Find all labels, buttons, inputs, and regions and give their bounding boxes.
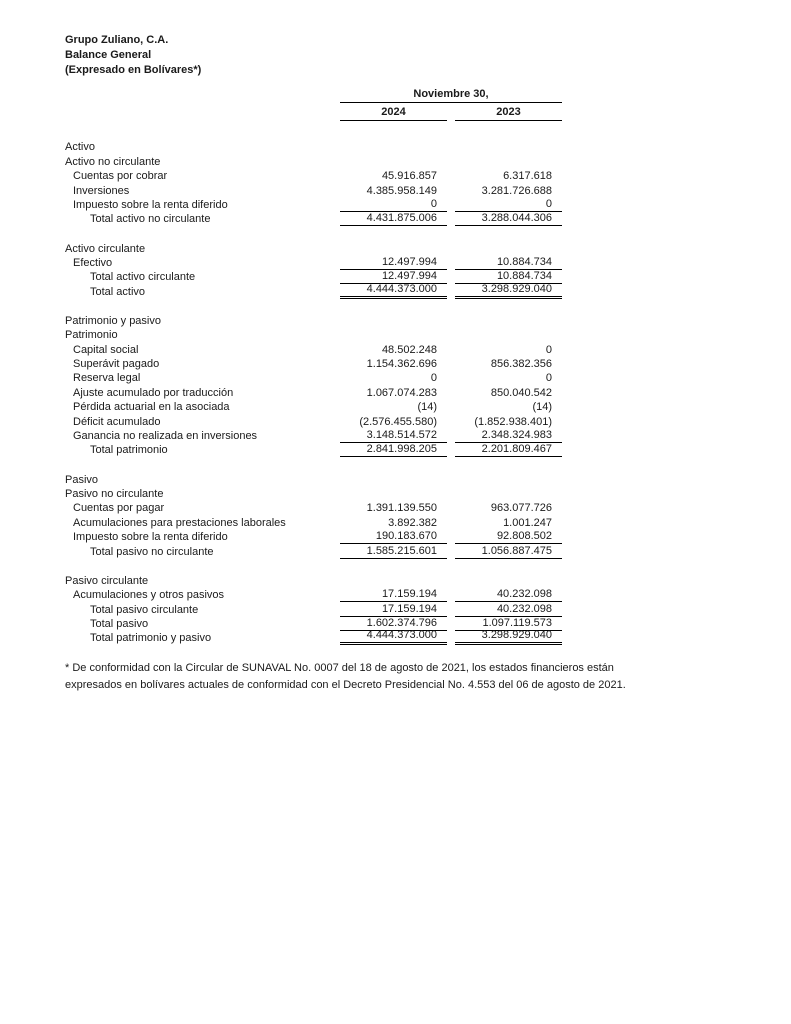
table-row [65, 169, 562, 183]
value-2024: 4.431.875.006 [340, 212, 447, 226]
value-2024: 12.497.994 [340, 256, 447, 270]
value-2024: 4.444.373.000 [340, 629, 447, 645]
document-header [65, 33, 791, 78]
table-row [65, 140, 562, 154]
value-2023: 850.040.542 [490, 386, 552, 399]
value-2023: 92.808.502 [455, 530, 562, 544]
spacer-row [65, 299, 562, 314]
row-label: Total pasivo [90, 617, 149, 630]
value-2024: 1.391.139.550 [366, 502, 437, 515]
value-2024: 48.502.248 [381, 343, 437, 356]
value-2023: 40.232.098 [455, 603, 562, 617]
table-row [65, 501, 562, 515]
row-label: Activo no circulante [65, 155, 161, 168]
value-2023: 6.317.618 [503, 170, 552, 183]
footnote-line-1: * De conformidad con la Circular de SUNAVAL No. 0007 del 18 de agosto de 2021, los estados financieros están [65, 662, 614, 675]
row-label: Efectivo [73, 256, 113, 269]
row-label: Activo circulante [65, 242, 146, 255]
row-label: Pérdida actuarial en la asociada [73, 401, 230, 414]
table-header [65, 87, 562, 121]
table-row [65, 183, 562, 197]
value-2024: 1.585.215.601 [340, 545, 447, 559]
row-label: Total patrimonio y pasivo [90, 632, 212, 645]
table-row [65, 631, 562, 645]
row-label: Total activo no circulante [90, 213, 211, 226]
value-2024: 17.159.194 [340, 588, 447, 602]
value-2023: 3.281.726.688 [481, 184, 552, 197]
value-2024: 3.148.514.572 [340, 429, 447, 443]
table-row [65, 284, 562, 298]
table-row [65, 198, 562, 212]
value-2024: 17.159.194 [340, 603, 447, 617]
document-subtitle: (Expresado en Bolívares*) [65, 64, 202, 76]
row-label: Total pasivo circulante [90, 603, 199, 616]
table-row [65, 472, 562, 486]
value-2024: 4.385.958.149 [366, 184, 437, 197]
company-name: Grupo Zuliano, C.A. [65, 34, 169, 46]
value-2024: (14) [417, 401, 437, 414]
label-column-spacer [65, 103, 340, 121]
value-2024: 0 [430, 372, 437, 385]
row-label: Total pasivo no circulante [90, 545, 214, 558]
value-2024: 1.067.074.283 [366, 386, 437, 399]
value-2023: 10.884.734 [455, 256, 562, 270]
value-2023: 40.232.098 [455, 588, 562, 602]
table-row [65, 371, 562, 385]
value-2023: 1.097.119.573 [455, 617, 562, 631]
value-2024: 0 [340, 198, 447, 212]
table-row [65, 530, 562, 544]
row-label: Cuentas por pagar [73, 502, 165, 515]
table-row [65, 385, 562, 399]
row-label: Acumulaciones para prestaciones laborales [73, 516, 286, 529]
table-row [65, 487, 562, 501]
value-2023: 856.382.356 [490, 358, 552, 371]
table-row [65, 342, 562, 356]
value-2024: (2.576.455.580) [359, 415, 437, 428]
value-2023: 2.348.324.983 [455, 429, 562, 443]
row-label: Patrimonio y pasivo [65, 314, 161, 327]
table-row [65, 429, 562, 443]
row-label: Patrimonio [65, 329, 118, 342]
value-2023: 0 [545, 343, 552, 356]
value-2023: 0 [455, 198, 562, 212]
table-row [65, 256, 562, 270]
row-label: Total activo [90, 285, 146, 298]
value-2023: 1.056.887.475 [455, 545, 562, 559]
table-row [65, 588, 562, 602]
footnote-line-2: expresados en bolívares actuales de conformidad con el Decreto Presidencial No. 4.553 del 06 de agosto de 2021. [65, 679, 626, 692]
value-2023: 1.001.247 [503, 516, 552, 529]
table-row [65, 154, 562, 168]
value-2023: 3.298.929.040 [455, 629, 562, 645]
table-row [65, 414, 562, 428]
column-header-2024: 2024 [340, 105, 447, 121]
row-label: Pasivo circulante [65, 574, 149, 587]
table-row [65, 602, 562, 616]
table-row [65, 357, 562, 371]
row-label: Ganancia no realizada en inversiones [73, 430, 258, 443]
value-2023: 963.077.726 [490, 502, 552, 515]
value-2023: 2.201.809.467 [455, 443, 562, 457]
table-row [65, 241, 562, 255]
table-row [65, 544, 562, 558]
balance-table [65, 87, 562, 645]
table-row [65, 400, 562, 414]
value-2023: 3.288.044.306 [455, 212, 562, 226]
spacer-row [65, 226, 562, 241]
value-2024: 1.602.374.796 [340, 617, 447, 631]
spacer-row [65, 457, 562, 472]
table-row [65, 314, 562, 328]
value-2024: 190.183.670 [340, 530, 447, 544]
table-body [65, 140, 562, 645]
date-header: Noviembre 30, [340, 87, 562, 103]
value-2024: 2.841.998.205 [340, 443, 447, 457]
row-label: Impuesto sobre la renta diferido [73, 531, 228, 544]
table-row [65, 328, 562, 342]
spacer-row [65, 559, 562, 574]
document-title: Balance General [65, 49, 152, 61]
row-label: Pasivo no circulante [65, 487, 164, 500]
row-label: Activo [65, 141, 95, 154]
row-label: Inversiones [73, 184, 130, 197]
table-row [65, 573, 562, 587]
footnote [65, 660, 737, 694]
year-header-row [340, 105, 562, 121]
row-label: Capital social [73, 343, 139, 356]
table-row [65, 515, 562, 529]
row-label: Superávit pagado [73, 358, 160, 371]
table-row [65, 212, 562, 226]
row-label: Impuesto sobre la renta diferido [73, 198, 228, 211]
value-2023: 3.298.929.040 [455, 283, 562, 299]
row-label: Déficit acumulado [73, 415, 161, 428]
row-label: Total activo circulante [90, 271, 196, 284]
value-2023: (1.852.938.401) [474, 415, 552, 428]
label-column-spacer [65, 87, 340, 103]
column-header-2023: 2023 [455, 105, 562, 121]
value-2024: 3.892.382 [388, 516, 437, 529]
row-label: Reserva legal [73, 372, 141, 385]
value-2023: 0 [545, 372, 552, 385]
value-2023: (14) [532, 401, 552, 414]
row-label: Pasivo [65, 473, 99, 486]
row-label: Acumulaciones y otros pasivos [73, 589, 225, 602]
value-2024: 45.916.857 [381, 170, 437, 183]
value-2024: 12.497.994 [340, 270, 447, 284]
value-2024: 1.154.362.696 [366, 358, 437, 371]
value-2024: 4.444.373.000 [340, 283, 447, 299]
value-2023: 10.884.734 [455, 270, 562, 284]
table-row [65, 443, 562, 457]
row-label: Total patrimonio [90, 444, 168, 457]
row-label: Ajuste acumulado por traducción [73, 386, 234, 399]
row-label: Cuentas por cobrar [73, 170, 168, 183]
